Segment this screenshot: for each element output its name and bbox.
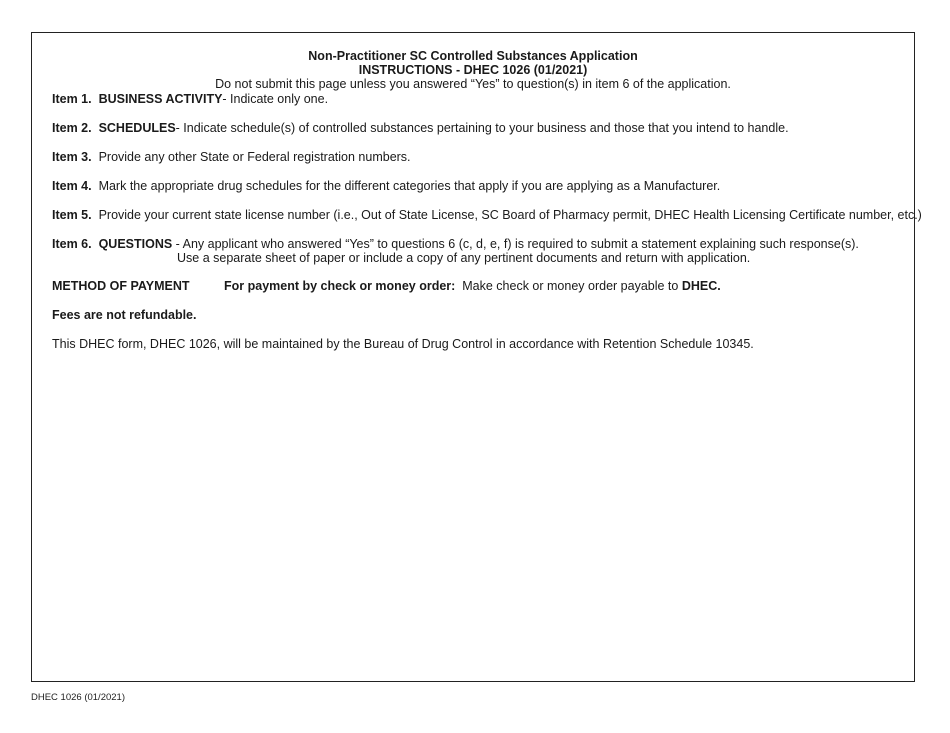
item-heading: BUSINESS ACTIVITY xyxy=(98,92,223,106)
form-title: Non-Practitioner SC Controlled Substances Application xyxy=(308,49,638,63)
item-6-continuation: Use a separate sheet of paper or include a copy of any pertinent documents and return with application. xyxy=(177,251,751,265)
item-text: - Indicate schedule(s) of controlled substances pertaining to your business and those that you intend to handle. xyxy=(175,121,789,135)
item-text: Mark the appropriate drug schedules for the different categories that apply if you are applying as a Manufacturer. xyxy=(98,179,721,193)
payment-method-label: For payment by check or money order: xyxy=(224,279,456,293)
item-text: - Any applicant who answered “Yes” to questions 6 (c, d, e, f) is required to submit a statement explaining such response(s). xyxy=(172,237,859,251)
retention-note: This DHEC form, DHEC 1026, will be maintained by the Bureau of Drug Control in accordance with Retention Schedule 10345. xyxy=(52,337,754,351)
item-label: Item 3. xyxy=(52,150,92,164)
item-heading: QUESTIONS xyxy=(98,237,173,251)
item-label: Item 1. xyxy=(52,92,92,106)
item-4 xyxy=(52,179,720,193)
payment-instruction: Make check or money order payable to xyxy=(462,279,679,293)
item-label: Item 5. xyxy=(52,208,92,222)
item-label: Item 4. xyxy=(52,179,92,193)
payment-method xyxy=(224,279,721,293)
item-label: Item 2. xyxy=(52,121,92,135)
payee: DHEC. xyxy=(681,279,721,293)
item-2 xyxy=(52,121,789,135)
item-heading: SCHEDULES xyxy=(98,121,176,135)
submission-note: Do not submit this page unless you answered “Yes” to question(s) in item 6 of the application. xyxy=(215,77,731,91)
item-text: - Indicate only one. xyxy=(222,92,329,106)
item-text: Provide your current state license number (i.e., Out of State License, SC Board of Pharmacy permit, DHEC Health Licensing Certificate number, etc.) xyxy=(98,208,922,222)
item-6 xyxy=(52,237,859,251)
form-subtitle: INSTRUCTIONS - DHEC 1026 (01/2021) xyxy=(358,63,588,77)
payment-label: METHOD OF PAYMENT xyxy=(52,279,190,293)
item-text: Provide any other State or Federal registration numbers. xyxy=(98,150,411,164)
fees-note: Fees are not refundable. xyxy=(52,308,197,322)
form-footer: DHEC 1026 (01/2021) xyxy=(31,692,125,703)
item-5 xyxy=(52,208,922,222)
item-label: Item 6. xyxy=(52,237,92,251)
item-1 xyxy=(52,92,328,106)
item-3 xyxy=(52,150,411,164)
